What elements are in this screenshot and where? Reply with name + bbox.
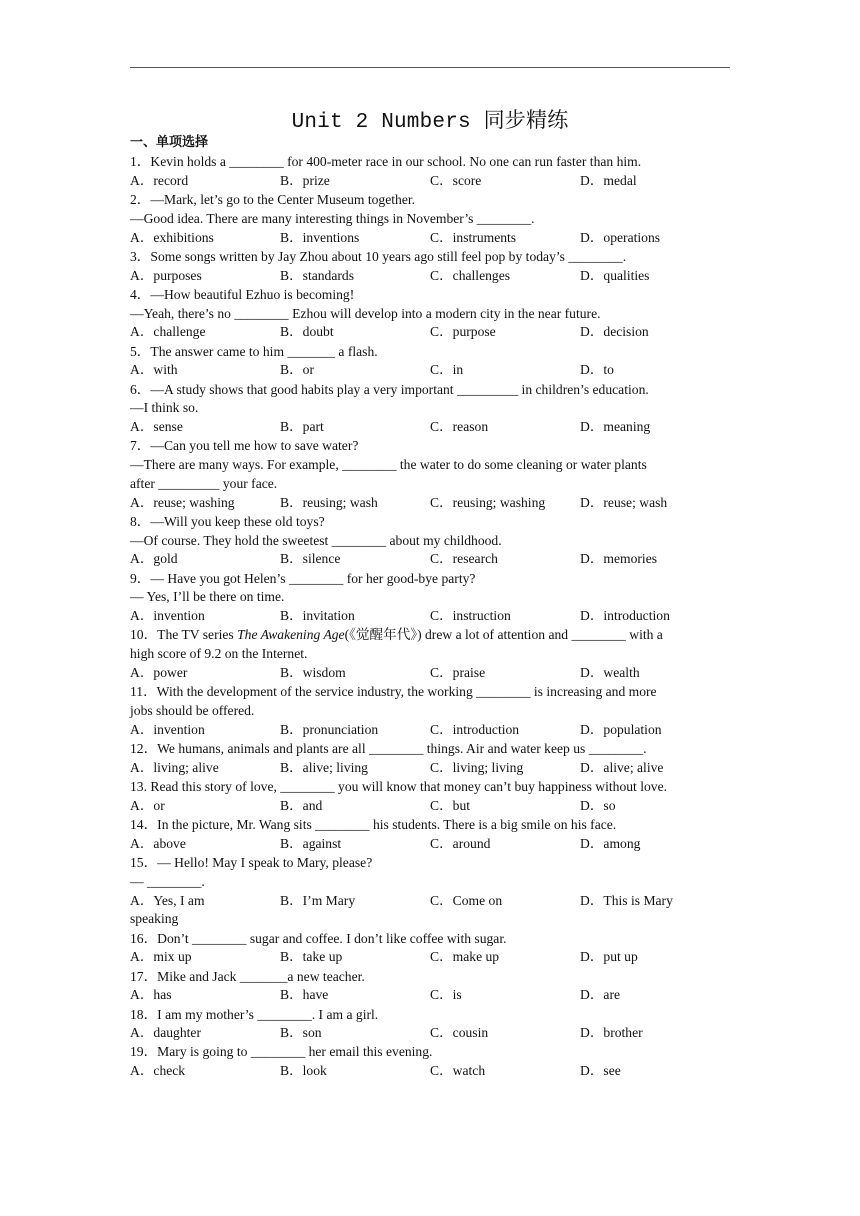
- option-d: D．memories: [580, 551, 658, 567]
- question-stem-line: 12．We humans, animals and plants are all ________ things. Air and water keep us ________.: [130, 741, 647, 756]
- option-a: A．with: [130, 362, 178, 378]
- question-stem-line: —Good idea. There are many interesting things in November’s ________.: [130, 210, 535, 226]
- question-list: [130, 153, 730, 1081]
- option-c: C．instruments: [430, 229, 517, 245]
- option-d: D．reuse; wash: [580, 494, 668, 510]
- option-b: B．pronunciation: [280, 721, 379, 737]
- option-c: C．score: [430, 172, 482, 188]
- question-8: [130, 513, 730, 569]
- option-b: B．have: [280, 987, 329, 1003]
- question-2: [130, 191, 730, 247]
- option-continuation: speaking: [130, 911, 179, 927]
- option-c: C．Come on: [430, 892, 503, 908]
- option-c: C．but: [430, 797, 471, 813]
- question-14: [130, 816, 730, 854]
- question-15: [130, 854, 730, 929]
- option-b: B．wisdom: [280, 665, 346, 681]
- option-a: A．exhibitions: [130, 229, 214, 245]
- option-d: D．so: [580, 797, 616, 813]
- question-stem-line: 11．With the development of the service industry, the working ________ is increasing and more: [130, 684, 657, 700]
- option-c: C．reusing; washing: [430, 494, 546, 510]
- option-c: C．is: [430, 987, 462, 1003]
- option-a: A．above: [130, 835, 186, 851]
- question-stem-line: 8．—Will you keep these old toys?: [130, 513, 325, 529]
- question-stem-line: 4．—How beautiful Ezhuo is becoming!: [130, 286, 355, 302]
- question-stem-line: —Yeah, there’s no ________ Ezhou will develop into a modern city in the near future.: [130, 305, 601, 321]
- option-d: D．medal: [580, 172, 637, 188]
- option-d: D．among: [580, 835, 641, 851]
- question-11: [130, 683, 730, 739]
- question-stem-line: 3．Some songs written by Jay Zhou about 10 years ago still feel pop by today’s ________.: [130, 248, 627, 264]
- question-stem-line: 16．Don’t ________ sugar and coffee. I don’t like coffee with sugar.: [130, 930, 507, 946]
- question-stem-line: — ________.: [130, 873, 205, 889]
- options-row: [130, 1024, 730, 1043]
- option-a: A．challenge: [130, 324, 206, 340]
- option-d: D．see: [580, 1063, 621, 1079]
- option-a: A．record: [130, 172, 189, 188]
- options-row: [130, 759, 730, 778]
- options-row: [130, 664, 730, 683]
- option-d: D．meaning: [580, 419, 651, 435]
- option-a: A．invention: [130, 721, 205, 737]
- question-12: [130, 740, 730, 778]
- option-d: D．introduction: [580, 608, 670, 624]
- question-stem-line: 14．In the picture, Mr. Wang sits ________ his students. There is a big smile on his face.: [130, 816, 617, 832]
- page-title: Unit 2 Numbers 同步精练: [291, 111, 569, 134]
- options-row: [130, 835, 730, 854]
- options-row: [130, 986, 730, 1005]
- option-a: A．reuse; washing: [130, 494, 235, 510]
- option-b: B．inventions: [280, 229, 360, 245]
- option-b: B．and: [280, 797, 323, 813]
- question-6: [130, 381, 730, 437]
- header-rule: [130, 67, 730, 68]
- option-a: A．or: [130, 797, 165, 813]
- question-stem-line: [130, 626, 730, 645]
- question-stem-line: 6．—A study shows that good habits play a very important _________ in children’s education.: [130, 381, 649, 397]
- option-b: B．reusing; wash: [280, 494, 378, 510]
- options-row: [130, 948, 730, 967]
- question-16: [130, 930, 730, 968]
- option-b: B．look: [280, 1063, 327, 1079]
- option-a: A．has: [130, 987, 172, 1003]
- option-a: A．power: [130, 665, 188, 681]
- question-stem-line: —Of course. They hold the sweetest ________ about my childhood.: [130, 532, 502, 548]
- question-18: [130, 1006, 730, 1044]
- option-c: C．cousin: [430, 1025, 489, 1041]
- option-d: D．qualities: [580, 267, 650, 283]
- option-b: B．or: [280, 362, 314, 378]
- option-a: A．mix up: [130, 949, 192, 965]
- option-b: B．part: [280, 419, 324, 435]
- option-d: D．to: [580, 362, 614, 378]
- option-a: A．Yes, I am: [130, 892, 205, 908]
- option-c: C．in: [430, 362, 464, 378]
- option-a: A．daughter: [130, 1025, 201, 1041]
- option-b: B．I’m Mary: [280, 892, 356, 908]
- option-b: B．silence: [280, 551, 341, 567]
- options-row: [130, 172, 730, 191]
- question-7: [130, 437, 730, 512]
- question-13: [130, 778, 730, 816]
- option-c: C．reason: [430, 419, 489, 435]
- question-stem-line: —I think so.: [130, 400, 199, 416]
- question-5: [130, 343, 730, 381]
- option-c: C．watch: [430, 1063, 486, 1079]
- question-stem-line: —There are many ways. For example, ________ the water to do some cleaning or water plants: [130, 457, 647, 473]
- options-row: [130, 607, 730, 626]
- option-c: C．research: [430, 551, 498, 567]
- question-10: [130, 626, 730, 682]
- question-3: [130, 248, 730, 286]
- question-stem-line: 2．—Mark, let’s go to the Center Museum together.: [130, 191, 416, 207]
- question-17: [130, 968, 730, 1006]
- question-stem-line: after _________ your face.: [130, 475, 278, 491]
- question-4: [130, 286, 730, 342]
- options-row: [130, 494, 730, 513]
- option-c: C．make up: [430, 949, 500, 965]
- options-row: [130, 229, 730, 248]
- option-a: A．invention: [130, 608, 205, 624]
- option-b: B．alive; living: [280, 759, 368, 775]
- option-d: D．population: [580, 721, 662, 737]
- option-b: B．invitation: [280, 608, 355, 624]
- question-19: [130, 1043, 730, 1081]
- option-a: A．living; alive: [130, 759, 219, 775]
- section-heading: 一、单项选择: [130, 135, 209, 150]
- options-row: [130, 418, 730, 437]
- option-d: D．brother: [580, 1025, 643, 1041]
- option-b: B．against: [280, 835, 342, 851]
- question-9: [130, 570, 730, 626]
- option-c: C．introduction: [430, 721, 520, 737]
- option-c: C．challenges: [430, 267, 511, 283]
- option-a: A．gold: [130, 551, 178, 567]
- options-row: [130, 721, 730, 740]
- question-stem-line: 19．Mary is going to ________ her email this evening.: [130, 1044, 433, 1060]
- question-stem-line: — Yes, I’ll be there on time.: [130, 589, 285, 605]
- option-d: D．decision: [580, 324, 649, 340]
- options-row: [130, 797, 730, 816]
- options-row: [130, 267, 730, 286]
- question-1: [130, 153, 730, 191]
- series-title: The Awakening Age: [237, 627, 345, 643]
- options-row: [130, 892, 730, 911]
- options-row: [130, 323, 730, 342]
- question-stem-line: 17．Mike and Jack _______a new teacher.: [130, 968, 365, 984]
- question-stem-line: 9．— Have you got Helen’s ________ for her good-bye party?: [130, 570, 476, 586]
- option-c: C．around: [430, 835, 491, 851]
- option-b: B．doubt: [280, 324, 334, 340]
- option-c: C．purpose: [430, 324, 496, 340]
- question-stem-line: 15．— Hello! May I speak to Mary, please?: [130, 854, 373, 870]
- option-a: A．sense: [130, 419, 183, 435]
- question-stem-line: jobs should be offered.: [130, 703, 255, 719]
- option-b: B．son: [280, 1025, 322, 1041]
- question-stem-line: 13. Read this story of love, ________ you will know that money can’t buy happiness without love.: [130, 778, 668, 794]
- option-d: D．This is Mary: [580, 892, 673, 908]
- stem-text: (《觉醒年代》) drew a lot of attention and ________ with a: [344, 627, 663, 643]
- option-c: C．praise: [430, 665, 486, 681]
- option-c: C．instruction: [430, 608, 511, 624]
- option-d: D．wealth: [580, 665, 640, 681]
- options-row: [130, 361, 730, 380]
- document-body: [130, 133, 730, 1081]
- question-stem-line: 5．The answer came to him _______ a flash.: [130, 343, 378, 359]
- option-d: D．are: [580, 987, 621, 1003]
- question-stem-line: 18．I am my mother’s ________. I am a girl.: [130, 1006, 379, 1022]
- question-stem-line: high score of 9.2 on the Internet.: [130, 646, 308, 662]
- option-b: B．standards: [280, 267, 355, 283]
- option-d: D．operations: [580, 229, 661, 245]
- options-row: [130, 550, 730, 569]
- option-c: C．living; living: [430, 759, 524, 775]
- option-a: A．check: [130, 1063, 186, 1079]
- option-b: B．prize: [280, 172, 330, 188]
- question-stem-line: 1．Kevin holds a ________ for 400-meter race in our school. No one can run faster than him.: [130, 154, 642, 169]
- option-a: A．purposes: [130, 267, 202, 283]
- option-d: D．alive; alive: [580, 759, 664, 775]
- stem-text: 10．The TV series: [130, 627, 238, 643]
- options-row: [130, 1062, 730, 1081]
- option-d: D．put up: [580, 949, 638, 965]
- option-b: B．take up: [280, 949, 343, 965]
- question-stem-line: 7．—Can you tell me how to save water?: [130, 438, 359, 454]
